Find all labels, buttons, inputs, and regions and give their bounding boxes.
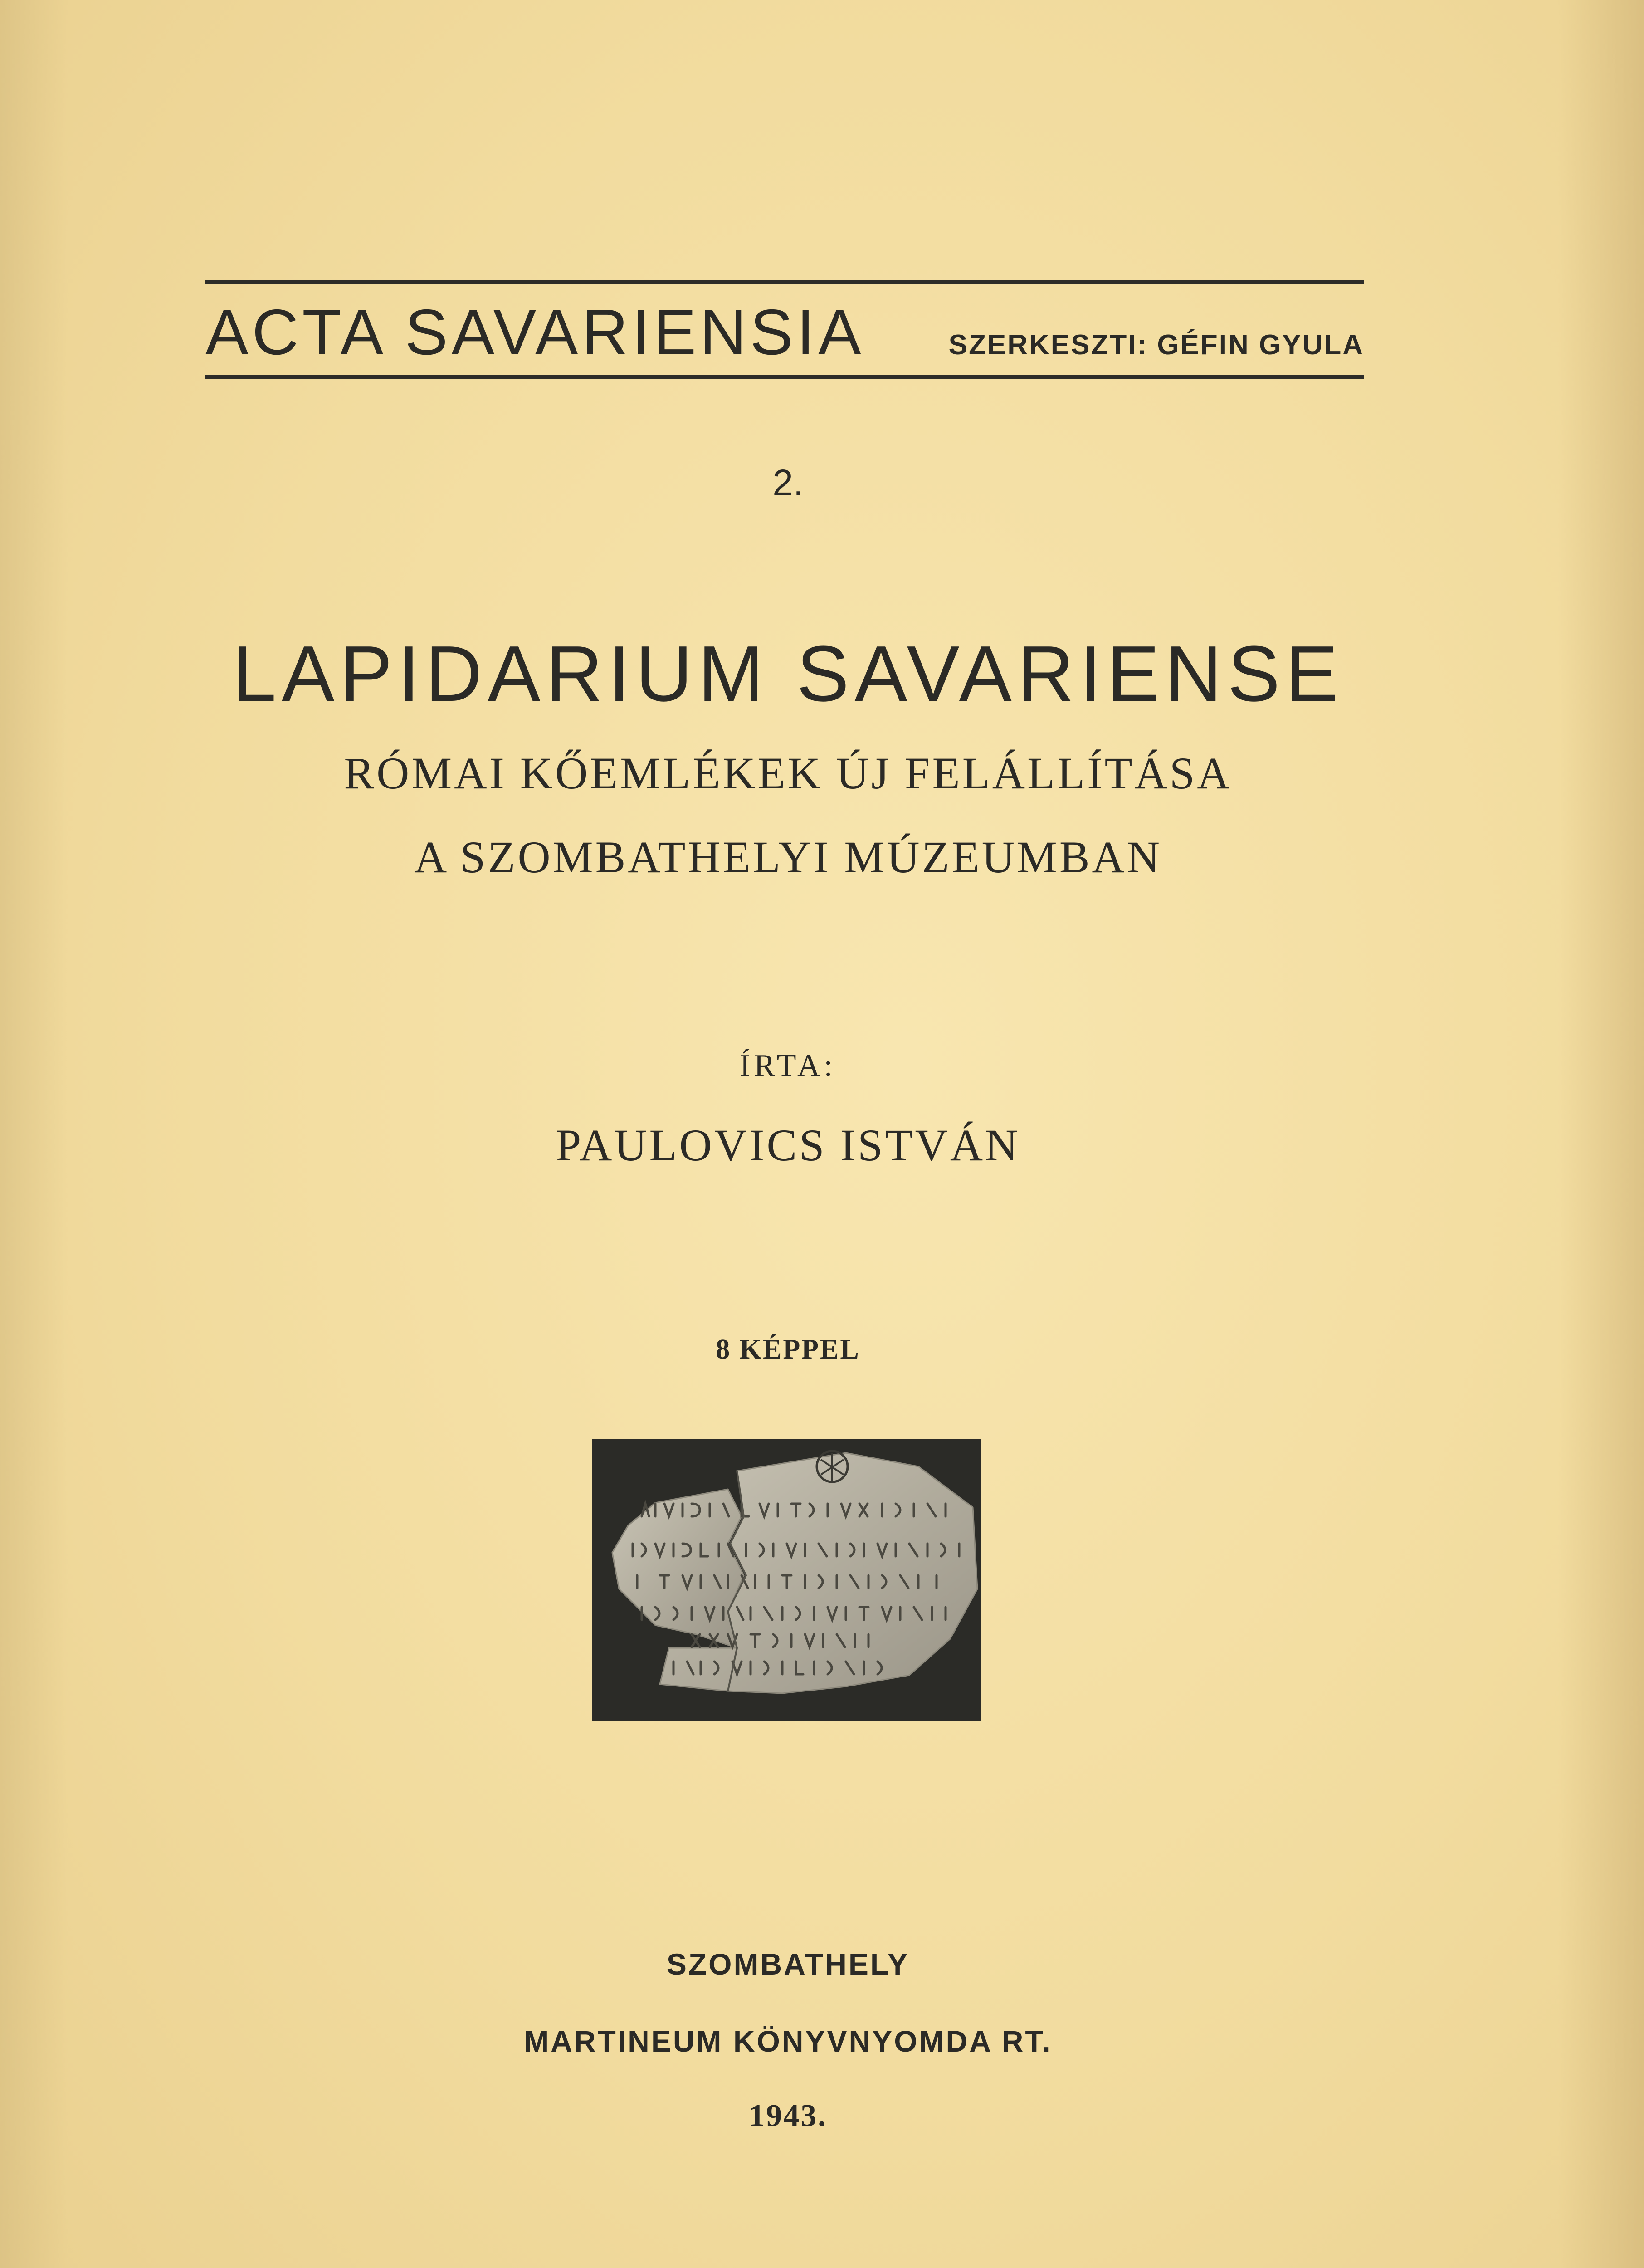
series-header [205,290,1364,374]
imprint-printer: MARTINEUM KÖNYVNYOMDA RT. [524,2024,1052,2058]
author-label: ÍRTA: [740,1048,836,1083]
series-editor: SZERKESZTI: GÉFIN GYULA [948,329,1364,361]
series-title: ACTA SAVARIENSIA [205,296,865,368]
inscription-stone-photo [592,1439,981,1721]
volume-number: 2. [772,462,804,503]
book-subtitle-line2: A SZOMBATHELYI MÚZEUMBAN [414,832,1162,882]
imprint-city: SZOMBATHELY [666,1947,910,1981]
author-name: PAULOVICS ISTVÁN [556,1120,1020,1170]
book-subtitle-line1: RÓMAI KŐEMLÉKEK ÚJ FELÁLLÍTÁSA [344,748,1232,798]
illustrations-note: 8 KÉPPEL [716,1334,860,1365]
series-rule-top [205,280,1364,284]
series-rule-bottom [205,375,1364,379]
book-title: LAPIDARIUM SAVARIENSE [232,629,1344,718]
inscription-stone-image [592,1439,981,1721]
imprint-year: 1943. [749,2098,827,2133]
